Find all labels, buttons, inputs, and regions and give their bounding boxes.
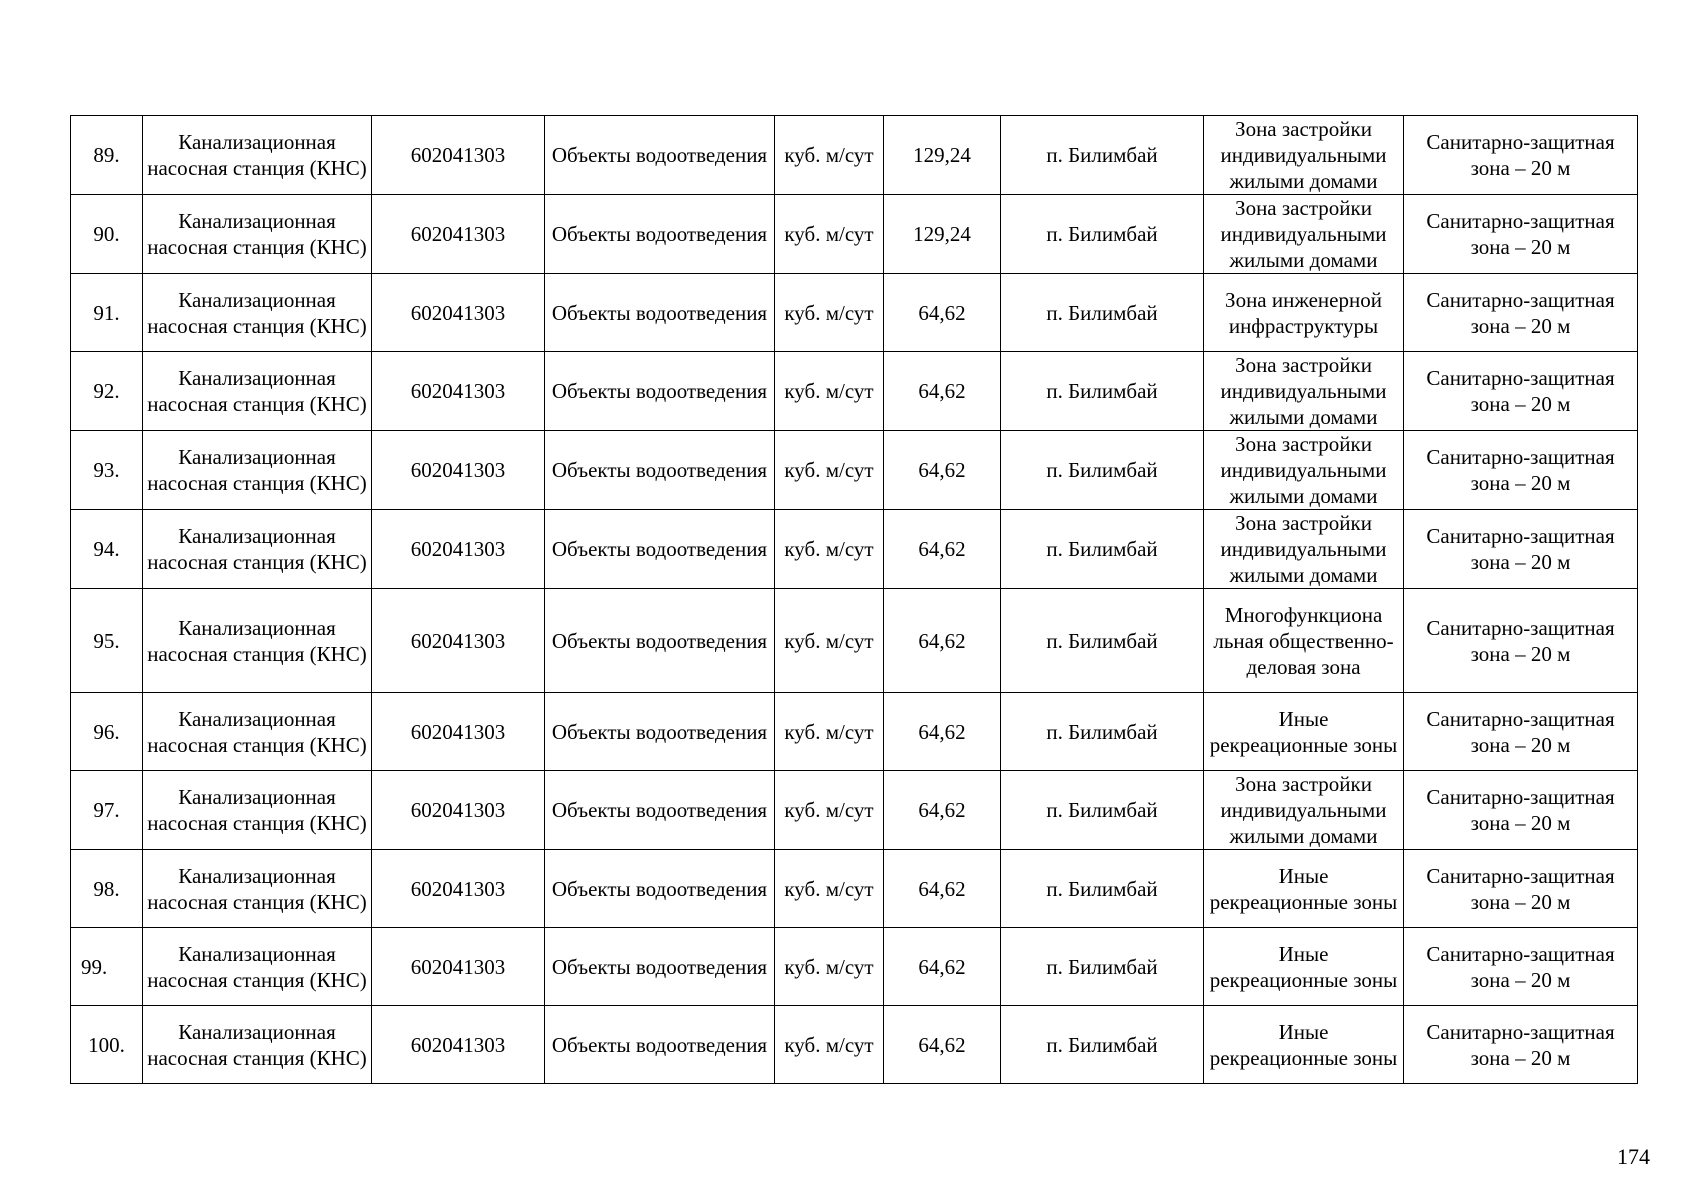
- row-number: 92.: [71, 352, 143, 431]
- facility-type: Объекты водоотведения: [545, 1006, 775, 1084]
- table-body: [71, 116, 1638, 1084]
- facility-type: Объекты водоотведения: [545, 510, 775, 589]
- page-number: 174: [1617, 1144, 1650, 1169]
- row-number: 93.: [71, 431, 143, 510]
- table-row: [71, 352, 1638, 431]
- location: п. Билимбай: [1001, 510, 1204, 589]
- restriction-zone: Санитарно-защитная зона – 20 м: [1404, 195, 1638, 274]
- location: п. Билимбай: [1001, 195, 1204, 274]
- facility-type: Объекты водоотведения: [545, 693, 775, 771]
- location: п. Билимбай: [1001, 116, 1204, 195]
- row-number: 96.: [71, 693, 143, 771]
- row-number: 95.: [71, 589, 143, 693]
- table-row: [71, 928, 1638, 1006]
- restriction-zone: Санитарно-защитная зона – 20 м: [1404, 274, 1638, 352]
- row-number: 90.: [71, 195, 143, 274]
- capacity-value: 64,62: [884, 850, 1001, 928]
- facility-type: Объекты водоотведения: [545, 274, 775, 352]
- capacity-unit: куб. м/сут: [775, 928, 884, 1006]
- capacity-value: 64,62: [884, 771, 1001, 850]
- functional-zone: Иные рекреационные зоны: [1204, 1006, 1404, 1084]
- facility-code: 602041303: [372, 771, 545, 850]
- capacity-value: 64,62: [884, 928, 1001, 1006]
- facility-type: Объекты водоотведения: [545, 589, 775, 693]
- location: п. Билимбай: [1001, 1006, 1204, 1084]
- facility-code: 602041303: [372, 352, 545, 431]
- restriction-zone: Санитарно-защитная зона – 20 м: [1404, 928, 1638, 1006]
- functional-zone: Зона застройки индивидуальными жилыми домами: [1204, 510, 1404, 589]
- facility-code: 602041303: [372, 510, 545, 589]
- facility-code: 602041303: [372, 116, 545, 195]
- capacity-unit: куб. м/сут: [775, 1006, 884, 1084]
- facility-code: 602041303: [372, 431, 545, 510]
- location: п. Билимбай: [1001, 589, 1204, 693]
- capacity-unit: куб. м/сут: [775, 589, 884, 693]
- functional-zone: Зона инженерной инфраструктуры: [1204, 274, 1404, 352]
- functional-zone: Многофункциона льная общественно-деловая зона: [1204, 589, 1404, 693]
- capacity-unit: куб. м/сут: [775, 771, 884, 850]
- row-number: 99.: [71, 928, 143, 1006]
- restriction-zone: Санитарно-защитная зона – 20 м: [1404, 510, 1638, 589]
- facility-code: 602041303: [372, 274, 545, 352]
- facility-code: 602041303: [372, 195, 545, 274]
- facility-type: Объекты водоотведения: [545, 850, 775, 928]
- facility-name: Канализационная насосная станция (КНС): [143, 510, 372, 589]
- facility-name: Канализационная насосная станция (КНС): [143, 116, 372, 195]
- row-number: 100.: [71, 1006, 143, 1084]
- row-number: 91.: [71, 274, 143, 352]
- functional-zone: Зона застройки индивидуальными жилыми домами: [1204, 352, 1404, 431]
- facility-code: 602041303: [372, 589, 545, 693]
- location: п. Билимбай: [1001, 352, 1204, 431]
- capacity-unit: куб. м/сут: [775, 693, 884, 771]
- facility-name: Канализационная насосная станция (КНС): [143, 850, 372, 928]
- table-row: [71, 274, 1638, 352]
- capacity-unit: куб. м/сут: [775, 510, 884, 589]
- facility-name: Канализационная насосная станция (КНС): [143, 1006, 372, 1084]
- location: п. Билимбай: [1001, 431, 1204, 510]
- capacity-unit: куб. м/сут: [775, 850, 884, 928]
- row-number: 98.: [71, 850, 143, 928]
- facility-code: 602041303: [372, 850, 545, 928]
- location: п. Билимбай: [1001, 850, 1204, 928]
- facility-code: 602041303: [372, 928, 545, 1006]
- facility-type: Объекты водоотведения: [545, 771, 775, 850]
- restriction-zone: Санитарно-защитная зона – 20 м: [1404, 431, 1638, 510]
- facility-name: Канализационная насосная станция (КНС): [143, 274, 372, 352]
- row-number: 97.: [71, 771, 143, 850]
- facility-type: Объекты водоотведения: [545, 352, 775, 431]
- restriction-zone: Санитарно-защитная зона – 20 м: [1404, 352, 1638, 431]
- facility-type: Объекты водоотведения: [545, 195, 775, 274]
- table-row: [71, 589, 1638, 693]
- table-row: [71, 1006, 1638, 1084]
- functional-zone: Зона застройки индивидуальными жилыми домами: [1204, 195, 1404, 274]
- capacity-value: 64,62: [884, 1006, 1001, 1084]
- functional-zone: Иные рекреационные зоны: [1204, 850, 1404, 928]
- functional-zone: Зона застройки индивидуальными жилыми домами: [1204, 771, 1404, 850]
- facility-type: Объекты водоотведения: [545, 431, 775, 510]
- table-row: [71, 116, 1638, 195]
- facilities-table: [70, 115, 1638, 1084]
- facility-name: Канализационная насосная станция (КНС): [143, 693, 372, 771]
- table-row: [71, 431, 1638, 510]
- facility-name: Канализационная насосная станция (КНС): [143, 352, 372, 431]
- capacity-unit: куб. м/сут: [775, 274, 884, 352]
- capacity-value: 64,62: [884, 589, 1001, 693]
- table-row: [71, 195, 1638, 274]
- functional-zone: Иные рекреационные зоны: [1204, 928, 1404, 1006]
- restriction-zone: Санитарно-защитная зона – 20 м: [1404, 116, 1638, 195]
- facility-type: Объекты водоотведения: [545, 116, 775, 195]
- location: п. Билимбай: [1001, 693, 1204, 771]
- facility-name: Канализационная насосная станция (КНС): [143, 771, 372, 850]
- restriction-zone: Санитарно-защитная зона – 20 м: [1404, 693, 1638, 771]
- table-row: [71, 510, 1638, 589]
- capacity-unit: куб. м/сут: [775, 352, 884, 431]
- table-row: [71, 771, 1638, 850]
- location: п. Билимбай: [1001, 928, 1204, 1006]
- row-number: 94.: [71, 510, 143, 589]
- functional-zone: Иные рекреационные зоны: [1204, 693, 1404, 771]
- restriction-zone: Санитарно-защитная зона – 20 м: [1404, 589, 1638, 693]
- capacity-value: 64,62: [884, 693, 1001, 771]
- capacity-value: 64,62: [884, 274, 1001, 352]
- functional-zone: Зона застройки индивидуальными жилыми домами: [1204, 116, 1404, 195]
- facility-name: Канализационная насосная станция (КНС): [143, 431, 372, 510]
- capacity-value: 64,62: [884, 352, 1001, 431]
- table-row: [71, 693, 1638, 771]
- location: п. Билимбай: [1001, 274, 1204, 352]
- capacity-unit: куб. м/сут: [775, 195, 884, 274]
- facility-name: Канализационная насосная станция (КНС): [143, 589, 372, 693]
- capacity-value: 64,62: [884, 510, 1001, 589]
- facility-type: Объекты водоотведения: [545, 928, 775, 1006]
- capacity-value: 64,62: [884, 431, 1001, 510]
- table-row: [71, 850, 1638, 928]
- restriction-zone: Санитарно-защитная зона – 20 м: [1404, 850, 1638, 928]
- facility-name: Канализационная насосная станция (КНС): [143, 928, 372, 1006]
- facility-name: Канализационная насосная станция (КНС): [143, 195, 372, 274]
- capacity-value: 129,24: [884, 195, 1001, 274]
- row-number: 89.: [71, 116, 143, 195]
- capacity-value: 129,24: [884, 116, 1001, 195]
- facility-code: 602041303: [372, 693, 545, 771]
- functional-zone: Зона застройки индивидуальными жилыми домами: [1204, 431, 1404, 510]
- facility-code: 602041303: [372, 1006, 545, 1084]
- capacity-unit: куб. м/сут: [775, 431, 884, 510]
- restriction-zone: Санитарно-защитная зона – 20 м: [1404, 1006, 1638, 1084]
- location: п. Билимбай: [1001, 771, 1204, 850]
- restriction-zone: Санитарно-защитная зона – 20 м: [1404, 771, 1638, 850]
- capacity-unit: куб. м/сут: [775, 116, 884, 195]
